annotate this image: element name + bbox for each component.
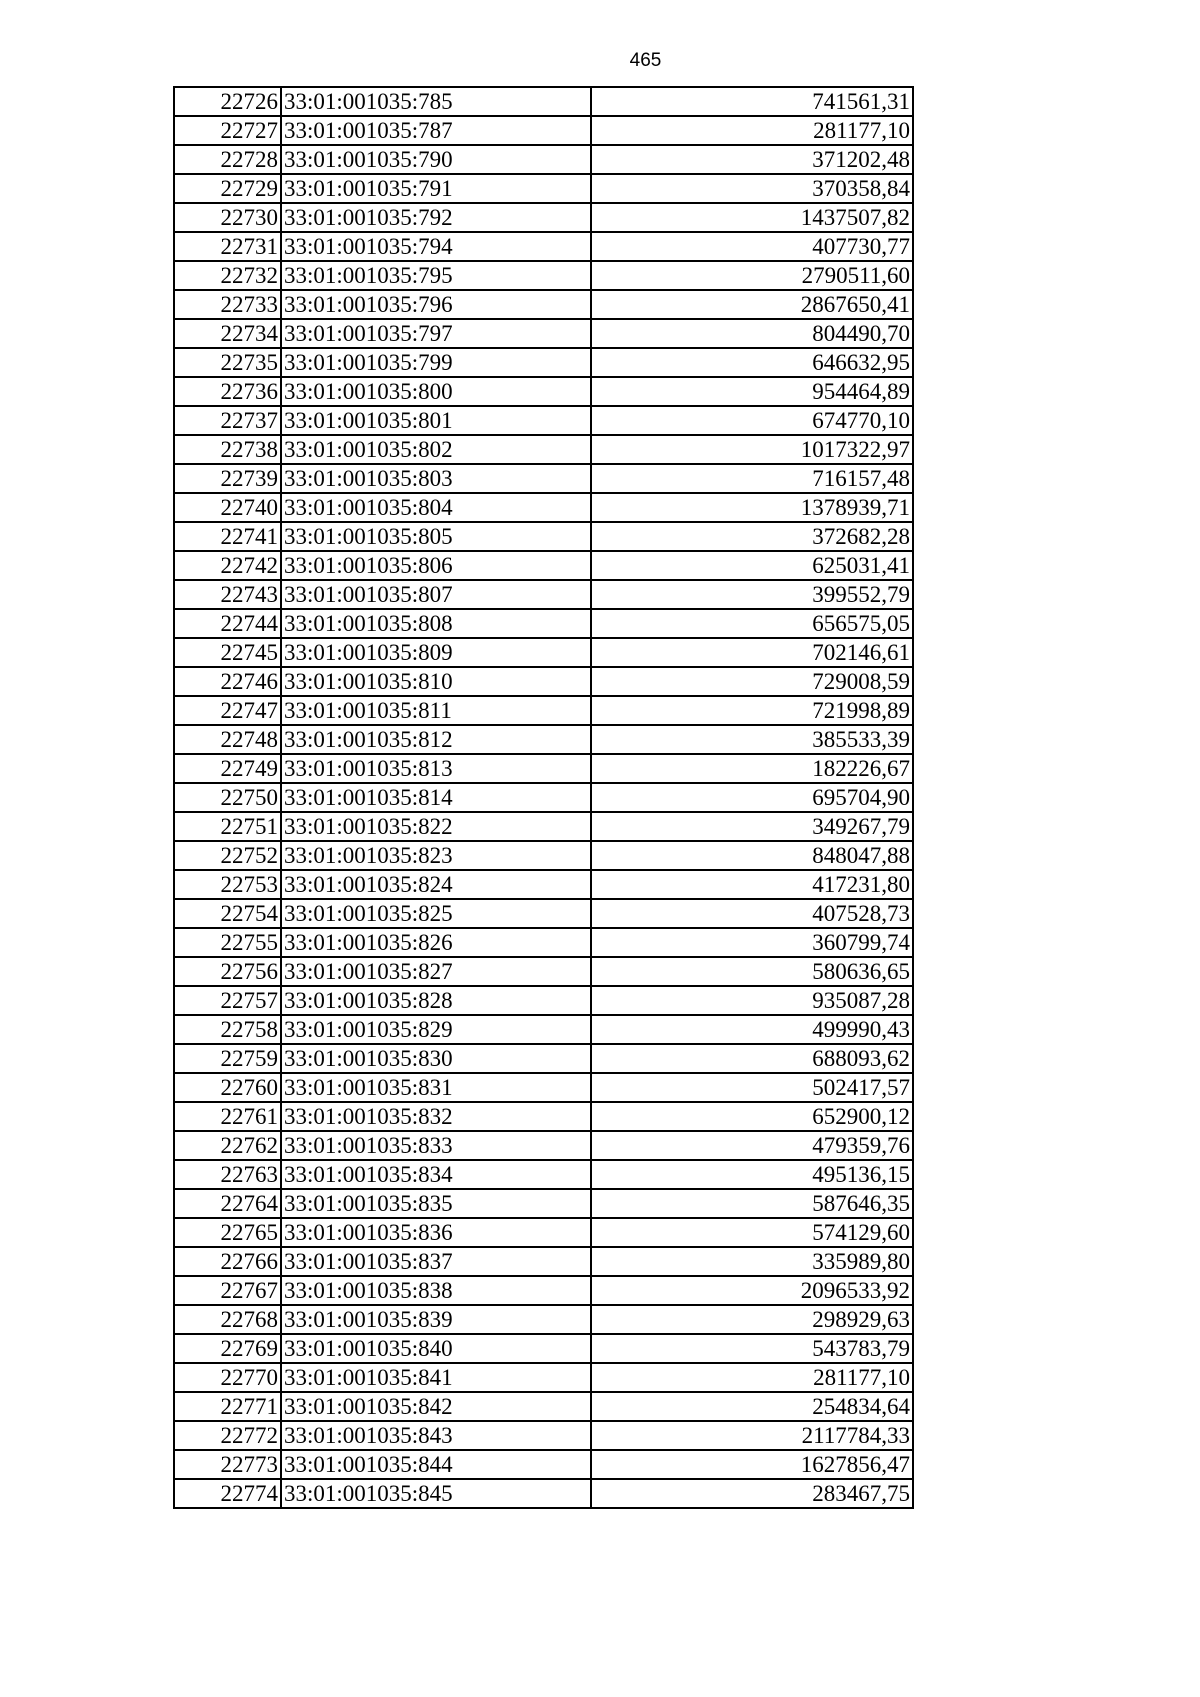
table-row	[174, 667, 913, 696]
row-number-cell: 22774	[174, 1479, 281, 1508]
cadastral-number-cell: 33:01:001035:813	[281, 754, 591, 783]
row-number-cell: 22728	[174, 145, 281, 174]
cadastral-number-cell: 33:01:001035:800	[281, 377, 591, 406]
row-number-cell: 22739	[174, 464, 281, 493]
row-number-cell: 22751	[174, 812, 281, 841]
cadastral-value-cell: 349267,79	[591, 812, 913, 841]
cadastral-number-cell: 33:01:001035:808	[281, 609, 591, 638]
cadastral-number-cell: 33:01:001035:837	[281, 1247, 591, 1276]
cadastral-value-cell: 674770,10	[591, 406, 913, 435]
table-row	[174, 261, 913, 290]
row-number-cell: 22745	[174, 638, 281, 667]
cadastral-number-cell: 33:01:001035:814	[281, 783, 591, 812]
cadastral-value-cell: 502417,57	[591, 1073, 913, 1102]
row-number-cell: 22733	[174, 290, 281, 319]
cadastral-value-cell: 283467,75	[591, 1479, 913, 1508]
row-number-cell: 22740	[174, 493, 281, 522]
table-row	[174, 1015, 913, 1044]
cadastral-value-cell: 574129,60	[591, 1218, 913, 1247]
row-number-cell: 22749	[174, 754, 281, 783]
table-row	[174, 1160, 913, 1189]
cadastral-value-cell: 281177,10	[591, 1363, 913, 1392]
cadastral-value-cell: 1378939,71	[591, 493, 913, 522]
cadastral-number-cell: 33:01:001035:824	[281, 870, 591, 899]
cadastral-value-cell: 804490,70	[591, 319, 913, 348]
cadastral-number-cell: 33:01:001035:841	[281, 1363, 591, 1392]
table-row	[174, 174, 913, 203]
cadastral-value-cell: 741561,31	[591, 87, 913, 116]
cadastral-value-cell: 399552,79	[591, 580, 913, 609]
table-row	[174, 1189, 913, 1218]
cadastral-number-cell: 33:01:001035:812	[281, 725, 591, 754]
table-row	[174, 1073, 913, 1102]
row-number-cell: 22750	[174, 783, 281, 812]
row-number-cell: 22759	[174, 1044, 281, 1073]
table-row	[174, 1131, 913, 1160]
cadastral-number-cell: 33:01:001035:833	[281, 1131, 591, 1160]
row-number-cell: 22732	[174, 261, 281, 290]
cadastral-value-cell: 2867650,41	[591, 290, 913, 319]
cadastral-value-cell: 716157,48	[591, 464, 913, 493]
row-number-cell: 22768	[174, 1305, 281, 1334]
cadastral-number-cell: 33:01:001035:807	[281, 580, 591, 609]
cadastral-value-cell: 254834,64	[591, 1392, 913, 1421]
cadastral-value-cell: 385533,39	[591, 725, 913, 754]
page-number: 465	[629, 50, 662, 71]
table-body	[174, 87, 913, 1508]
cadastral-value-cell: 688093,62	[591, 1044, 913, 1073]
row-number-cell: 22741	[174, 522, 281, 551]
cadastral-number-cell: 33:01:001035:799	[281, 348, 591, 377]
row-number-cell: 22755	[174, 928, 281, 957]
row-number-cell: 22764	[174, 1189, 281, 1218]
table-row	[174, 812, 913, 841]
cadastral-value-cell: 1627856,47	[591, 1450, 913, 1479]
row-number-cell: 22746	[174, 667, 281, 696]
row-number-cell: 22743	[174, 580, 281, 609]
cadastral-value-cell: 721998,89	[591, 696, 913, 725]
cadastral-number-cell: 33:01:001035:845	[281, 1479, 591, 1508]
cadastral-number-cell: 33:01:001035:844	[281, 1450, 591, 1479]
table-row	[174, 1392, 913, 1421]
cadastral-value-cell: 407528,73	[591, 899, 913, 928]
cadastral-value-cell: 656575,05	[591, 609, 913, 638]
row-number-cell: 22767	[174, 1276, 281, 1305]
row-number-cell: 22742	[174, 551, 281, 580]
table-row	[174, 145, 913, 174]
cadastral-number-cell: 33:01:001035:826	[281, 928, 591, 957]
cadastral-value-cell: 580636,65	[591, 957, 913, 986]
row-number-cell: 22729	[174, 174, 281, 203]
cadastral-value-cell: 695704,90	[591, 783, 913, 812]
cadastral-value-cell: 1437507,82	[591, 203, 913, 232]
cadastral-value-cell: 935087,28	[591, 986, 913, 1015]
row-number-cell: 22763	[174, 1160, 281, 1189]
cadastral-value-table	[173, 86, 914, 1509]
row-number-cell: 22766	[174, 1247, 281, 1276]
cadastral-number-cell: 33:01:001035:825	[281, 899, 591, 928]
row-number-cell: 22730	[174, 203, 281, 232]
row-number-cell: 22757	[174, 986, 281, 1015]
cadastral-number-cell: 33:01:001035:836	[281, 1218, 591, 1247]
cadastral-value-cell: 652900,12	[591, 1102, 913, 1131]
cadastral-number-cell: 33:01:001035:829	[281, 1015, 591, 1044]
row-number-cell: 22738	[174, 435, 281, 464]
table-row	[174, 87, 913, 116]
cadastral-value-cell: 417231,80	[591, 870, 913, 899]
cadastral-number-cell: 33:01:001035:809	[281, 638, 591, 667]
cadastral-number-cell: 33:01:001035:811	[281, 696, 591, 725]
cadastral-number-cell: 33:01:001035:835	[281, 1189, 591, 1218]
row-number-cell: 22761	[174, 1102, 281, 1131]
cadastral-number-cell: 33:01:001035:806	[281, 551, 591, 580]
cadastral-value-cell: 625031,41	[591, 551, 913, 580]
table-row	[174, 986, 913, 1015]
row-number-cell: 22753	[174, 870, 281, 899]
cadastral-number-cell: 33:01:001035:832	[281, 1102, 591, 1131]
cadastral-value-cell: 370358,84	[591, 174, 913, 203]
cadastral-value-cell: 479359,76	[591, 1131, 913, 1160]
row-number-cell: 22773	[174, 1450, 281, 1479]
cadastral-number-cell: 33:01:001035:834	[281, 1160, 591, 1189]
table-row	[174, 377, 913, 406]
table-row	[174, 725, 913, 754]
table-row	[174, 580, 913, 609]
table-row	[174, 493, 913, 522]
table-row	[174, 522, 913, 551]
table-row	[174, 435, 913, 464]
cadastral-number-cell: 33:01:001035:838	[281, 1276, 591, 1305]
cadastral-number-cell: 33:01:001035:839	[281, 1305, 591, 1334]
cadastral-value-cell: 2790511,60	[591, 261, 913, 290]
table-row	[174, 232, 913, 261]
cadastral-value-cell: 848047,88	[591, 841, 913, 870]
table-row	[174, 116, 913, 145]
cadastral-number-cell: 33:01:001035:823	[281, 841, 591, 870]
table-row	[174, 1276, 913, 1305]
table-row	[174, 203, 913, 232]
table-row	[174, 1363, 913, 1392]
cadastral-number-cell: 33:01:001035:803	[281, 464, 591, 493]
cadastral-value-cell: 587646,35	[591, 1189, 913, 1218]
table-row	[174, 406, 913, 435]
table-row	[174, 348, 913, 377]
row-number-cell: 22771	[174, 1392, 281, 1421]
cadastral-value-cell: 2096533,92	[591, 1276, 913, 1305]
cadastral-number-cell: 33:01:001035:804	[281, 493, 591, 522]
table-row	[174, 1479, 913, 1508]
cadastral-number-cell: 33:01:001035:843	[281, 1421, 591, 1450]
table-row	[174, 841, 913, 870]
table-row	[174, 290, 913, 319]
cadastral-value-cell: 495136,15	[591, 1160, 913, 1189]
cadastral-number-cell: 33:01:001035:827	[281, 957, 591, 986]
table-row	[174, 928, 913, 957]
cadastral-number-cell: 33:01:001035:801	[281, 406, 591, 435]
cadastral-value-cell: 646632,95	[591, 348, 913, 377]
cadastral-number-cell: 33:01:001035:797	[281, 319, 591, 348]
cadastral-value-cell: 182226,67	[591, 754, 913, 783]
table-row	[174, 1421, 913, 1450]
cadastral-value-cell: 360799,74	[591, 928, 913, 957]
cadastral-value-cell: 499990,43	[591, 1015, 913, 1044]
row-number-cell: 22770	[174, 1363, 281, 1392]
row-number-cell: 22747	[174, 696, 281, 725]
row-number-cell: 22772	[174, 1421, 281, 1450]
cadastral-value-cell: 702146,61	[591, 638, 913, 667]
row-number-cell: 22748	[174, 725, 281, 754]
cadastral-number-cell: 33:01:001035:802	[281, 435, 591, 464]
row-number-cell: 22769	[174, 1334, 281, 1363]
table-row	[174, 1218, 913, 1247]
cadastral-value-cell: 729008,59	[591, 667, 913, 696]
table-row	[174, 1305, 913, 1334]
cadastral-value-cell: 371202,48	[591, 145, 913, 174]
cadastral-number-cell: 33:01:001035:785	[281, 87, 591, 116]
table-row	[174, 638, 913, 667]
row-number-cell: 22726	[174, 87, 281, 116]
row-number-cell: 22760	[174, 1073, 281, 1102]
cadastral-number-cell: 33:01:001035:831	[281, 1073, 591, 1102]
row-number-cell: 22735	[174, 348, 281, 377]
row-number-cell: 22765	[174, 1218, 281, 1247]
table-row	[174, 609, 913, 638]
table-row	[174, 551, 913, 580]
cadastral-number-cell: 33:01:001035:830	[281, 1044, 591, 1073]
table-row	[174, 319, 913, 348]
cadastral-number-cell: 33:01:001035:805	[281, 522, 591, 551]
cadastral-number-cell: 33:01:001035:794	[281, 232, 591, 261]
cadastral-value-cell: 1017322,97	[591, 435, 913, 464]
table-row	[174, 1044, 913, 1073]
cadastral-number-cell: 33:01:001035:822	[281, 812, 591, 841]
cadastral-value-cell: 543783,79	[591, 1334, 913, 1363]
cadastral-number-cell: 33:01:001035:796	[281, 290, 591, 319]
cadastral-number-cell: 33:01:001035:840	[281, 1334, 591, 1363]
cadastral-number-cell: 33:01:001035:792	[281, 203, 591, 232]
row-number-cell: 22744	[174, 609, 281, 638]
row-number-cell: 22754	[174, 899, 281, 928]
table-row	[174, 957, 913, 986]
cadastral-value-cell: 954464,89	[591, 377, 913, 406]
table-row	[174, 899, 913, 928]
cadastral-number-cell: 33:01:001035:791	[281, 174, 591, 203]
cadastral-number-cell: 33:01:001035:810	[281, 667, 591, 696]
cadastral-value-cell: 372682,28	[591, 522, 913, 551]
table-row	[174, 464, 913, 493]
table-row	[174, 1102, 913, 1131]
table-row	[174, 696, 913, 725]
cadastral-value-cell: 298929,63	[591, 1305, 913, 1334]
cadastral-value-cell: 2117784,33	[591, 1421, 913, 1450]
table-row	[174, 1450, 913, 1479]
table-row	[174, 870, 913, 899]
row-number-cell: 22727	[174, 116, 281, 145]
table-row	[174, 783, 913, 812]
row-number-cell: 22736	[174, 377, 281, 406]
cadastral-number-cell: 33:01:001035:828	[281, 986, 591, 1015]
row-number-cell: 22758	[174, 1015, 281, 1044]
table-row	[174, 1334, 913, 1363]
cadastral-value-cell: 407730,77	[591, 232, 913, 261]
row-number-cell: 22762	[174, 1131, 281, 1160]
row-number-cell: 22731	[174, 232, 281, 261]
row-number-cell: 22756	[174, 957, 281, 986]
row-number-cell: 22734	[174, 319, 281, 348]
cadastral-number-cell: 33:01:001035:795	[281, 261, 591, 290]
cadastral-value-cell: 335989,80	[591, 1247, 913, 1276]
row-number-cell: 22752	[174, 841, 281, 870]
cadastral-number-cell: 33:01:001035:842	[281, 1392, 591, 1421]
table-row	[174, 754, 913, 783]
row-number-cell: 22737	[174, 406, 281, 435]
cadastral-number-cell: 33:01:001035:787	[281, 116, 591, 145]
cadastral-number-cell: 33:01:001035:790	[281, 145, 591, 174]
cadastral-value-cell: 281177,10	[591, 116, 913, 145]
table-row	[174, 1247, 913, 1276]
